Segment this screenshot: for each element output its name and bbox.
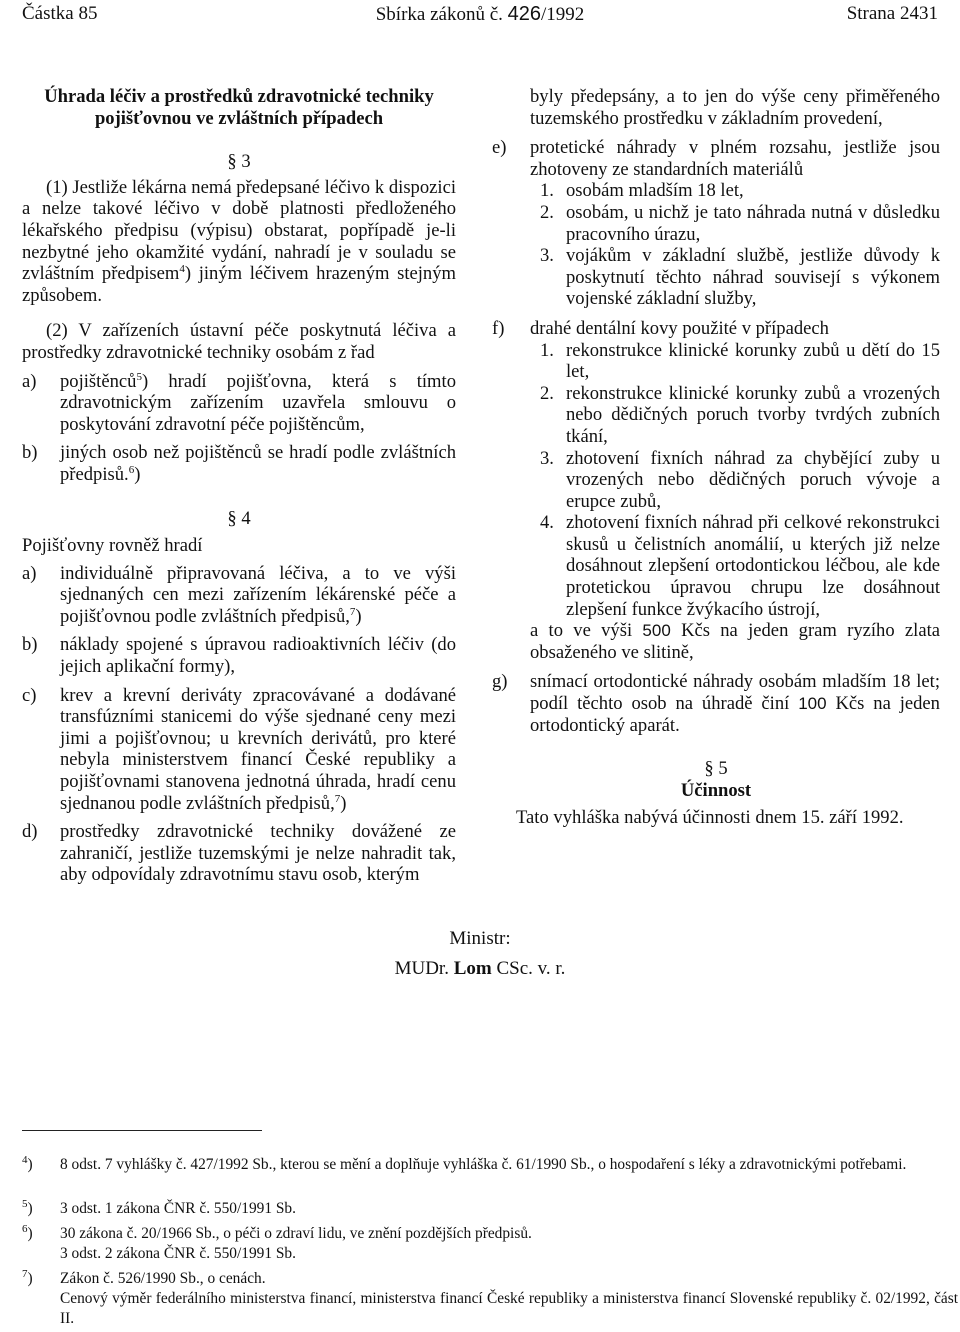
paragraph-3-heading: § 3 (227, 151, 251, 173)
list-item-4f-tail: a to ve výši 500 Kčs na jeden gram ryzího zlata obsaženého ve slitině, (530, 620, 941, 663)
footnote-5: $^5$) 3 odst. 1 zákona ČNR č. 550/1991 Sb. (22, 1197, 296, 1217)
sub-item-e3: 3. vojákům v základní službě, jestliže důvody k poskytnutí těchto náhrad souvisejí s výkonem vojenské základní služby, (540, 245, 940, 310)
left-column (22, 86, 456, 886)
list-item-4d-continuation: byly předepsány, a to jen do výše ceny přiměřeného tuzemského prostředku v základním provedení, (530, 86, 940, 129)
part-number: Částka 85 (22, 3, 98, 24)
list-item-4b: b) náklady spojené s úpravou radioaktivních léčiv (do jejich aplikační formy), (22, 634, 456, 678)
sub-item-f1: 1. rekonstrukce klinické korunky zubů u dětí do 15 let, (540, 339, 940, 383)
footnote-7: $^7$) Zákon č. 526/1990 Sb., o cenách. Cenový výměr federálního ministerstva financí, ministerstva financí České republiky a ministerstva financí Slovenské republiky č. 02/1992, část II. (22, 1267, 958, 1327)
section-title-line1: Úhrada léčiv a prostředků zdravotnické techniky (44, 86, 434, 107)
sub-item-e1: 1. osobám mladším 18 let, (540, 180, 744, 202)
gold-amount: 500 (642, 621, 671, 641)
sub-item-f2: 2. rekonstrukce klinické korunky zubů a vrozených nebo dědičných poruch tvorby tvrdých zubních tkání, (540, 382, 940, 447)
list-item-3b: b) jiných osob než pojištěnců se hradí podle zvláštních předpisů.$^6$) (22, 442, 456, 485)
regulation-year: /1992 (541, 4, 585, 25)
list-item-4d: d) prostředky zdravotnické techniky dovážené ze zahraničí, jestliže tuzemskými je nelze nahradit tak, aby odpovídaly zdravotnímu stavu osob, kterým (22, 821, 456, 886)
sub-item-f4: 4. zhotovení fixních náhrad při celkové rekonstrukci skusů u čelistních anomálií, u kterých již nelze dosáhnout zlepšení ortodontickou léčbou, ale kde protetickou úpravou chrupu lze dosáhnout zlepšení funkce žvýkacího ústrojí, (540, 512, 940, 620)
paragraph-4-intro: Pojišťovny rovněž hradí (22, 535, 203, 557)
right-column (492, 86, 940, 829)
footnote-divider (22, 1130, 262, 1131)
section-title-line2: pojišťovnou ve zvláštních případech (94, 107, 384, 129)
footnote-ref-4: 4 (179, 262, 185, 275)
list-item-4f: f) drahé dentální kovy použité v případech (492, 317, 829, 339)
paragraph-3-clause-2: (2) V zařízeních ústavní péče poskytnutá léčiva a prostředky zdravotnické techniky osobám z řad (22, 320, 456, 363)
signature-name: MUDr. Lom CSc. v. r. (394, 958, 566, 979)
running-header-title (0, 3, 960, 26)
sub-item-f3: 3. zhotovení fixních náhrad za chybějící zuby u vrozených nebo dědičných poruch vývoje a erupce zubů, (540, 447, 940, 512)
paragraph-3-clause-1: (1) Jestliže lékárna nemá předepsané léčivo k dispozici a nelze takové léčivo v době platnosti předloženého lékařského předpisu (výpisu) obstarat, popřípadě je-li nezbytné jeho okamžité vydání, nahradí je v souladu se zvláštním předpisem$^4$) jiným léčivem hrazeným stejným způsobem. (22, 176, 456, 306)
footnote-6: $^6$) 30 zákona č. 20/1966 Sb., o péči o zdraví lidu, ve znění pozdějších předpisů. 3 odst. 2 zákona ČNR č. 550/1991 Sb. (22, 1222, 532, 1262)
list-item-4c: c) krev a krevní deriváty zpracovávané a dodávané transfúzními stanicemi do výše sjednané ceny mezi jimi a pojišťovnou; u krevních derivátů, pro které nebyla ministerstvem financí České republiky a pojišťovnami stanovena jednotná úhrada, hradí cenu sjednanou podle zvláštních předpisů,$^7$) (22, 684, 456, 814)
footnote-4: $^4$) 8 odst. 7 vyhlášky č. 427/1992 Sb., kterou se mění a doplňuje vyhláška č. 61/1990 Sb., o hospodaření s léky a zdravotnickými potřebami. (22, 1153, 907, 1173)
sub-item-e2: 2. osobám, u nichž je tato náhrada nutná v důsledku pracovního úrazu, (540, 201, 940, 245)
list-item-4e: e) protetické náhrady v plném rozsahu, jestliže jsou zhotoveny ze standardních materiálů (492, 137, 940, 180)
regulation-number: 426 (507, 3, 541, 25)
list-item-4a: a) individuálně připravovaná léčiva, a to ve výši sjednaných cen mezi zařízením lékárenské péče a pojišťovnou podle zvláštních předpisů,$^7$) (22, 562, 456, 627)
list-item-4g: g) snímací ortodontické náhrady osobám mladším 18 let; podíl těchto osob na úhradě činí 100 Kčs na jeden ortodontický aparát. (492, 671, 940, 736)
paragraph-5-title: Účinnost (680, 779, 752, 801)
list-item-3a: a) pojištěnců$^5$) hradí pojišťovna, která s tímto zdravotnickým zařízením uzavřela smlouvu o poskytování zdravotní péče pojištěncům, (22, 370, 456, 435)
collection-name: Sbírka zákonů č. (375, 4, 508, 25)
appliance-amount: 100 (798, 694, 827, 714)
paragraph-4-heading: § 4 (227, 507, 251, 529)
page-number: Strana 2431 (846, 3, 938, 24)
effective-date-text: Tato vyhláška nabývá účinnosti dnem 15. září 1992. (516, 807, 904, 829)
paragraph-5-heading: § 5 (704, 758, 728, 780)
signature-role: Ministr: (449, 928, 511, 949)
